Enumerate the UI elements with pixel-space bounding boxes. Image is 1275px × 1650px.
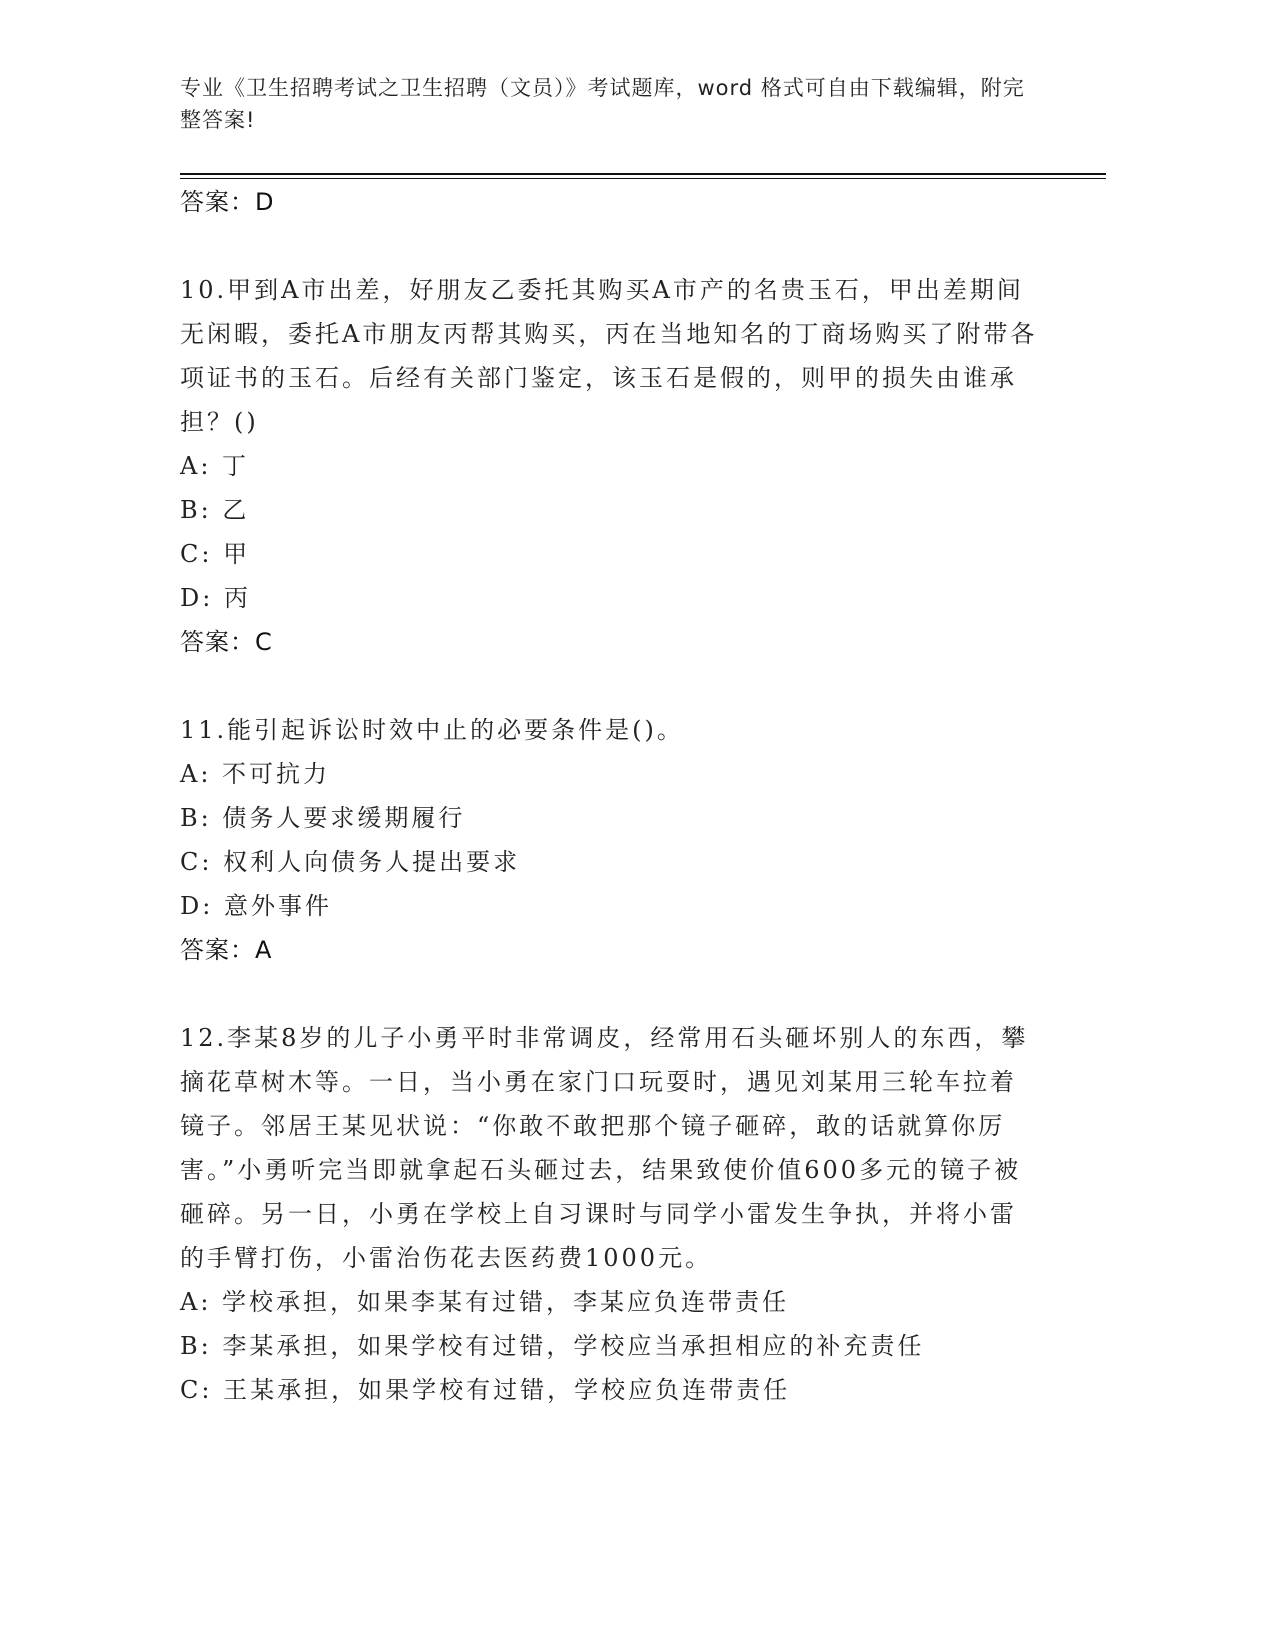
page-header: 专业《卫生招聘考试之卫生招聘（文员）》考试题库，word 格式可自由下载编辑，附完整答案! <box>180 76 1025 132</box>
option-c: C: 王某承担，如果学校有过错，学校应负连带责任 <box>180 1376 791 1404</box>
question-11 <box>180 708 1040 972</box>
option-d: D: 意外事件 <box>180 892 332 920</box>
option-b: B: 乙 <box>180 496 250 524</box>
question-stem: 11.能引起诉讼时效中止的必要条件是()。 <box>180 716 684 744</box>
spacer <box>180 972 1040 1016</box>
option-c: C: 甲 <box>180 540 251 568</box>
question-10 <box>180 268 1040 664</box>
previous-answer: 答案：D <box>180 188 275 216</box>
question-content <box>180 180 1040 1412</box>
header-divider-thin <box>180 178 1106 179</box>
option-a: A: 丁 <box>180 452 250 480</box>
option-c: C: 权利人向债务人提出要求 <box>180 848 521 876</box>
question-stem: 12.李某8岁的儿子小勇平时非常调皮，经常用石头砸坏别人的东西，攀摘花草树木等。一日，当小勇在家门口玩耍时，遇见刘某用三轮车拉着镜子。邻居王某见状说：“你敢不敢把那个镜子砸碎，敢的话就算你厉害。”小勇听完当即就拿起石头砸过去，结果致使价值600多元的镜子被砸碎。另一日，小勇在学校上自习课时与同学小雷发生争执，并将小雷的手臂打伤，小雷治伤花去医药费1000元。 <box>180 1024 1029 1272</box>
option-b: B: 李某承担，如果学校有过错，学校应当承担相应的补充责任 <box>180 1332 925 1360</box>
answer: 答案：A <box>180 936 273 964</box>
option-a: A: 学校承担，如果李某有过错，李某应负连带责任 <box>180 1288 790 1316</box>
header-divider-thick <box>180 173 1106 175</box>
spacer <box>180 664 1040 708</box>
option-d: D: 丙 <box>180 584 251 612</box>
question-12 <box>180 1016 1040 1412</box>
question-stem: 10.甲到A市出差，好朋友乙委托其购买A市产的名贵玉石，甲出差期间无闲暇，委托A市朋友丙帮其购买，丙在当地知名的丁商场购买了附带各项证书的玉石。后经有关部门鉴定，该玉石是假的，则甲的损失由谁承担？() <box>180 276 1038 436</box>
answer: 答案：C <box>180 628 273 656</box>
spacer <box>180 224 1040 268</box>
option-b: B: 债务人要求缓期履行 <box>180 804 466 832</box>
option-a: A: 不可抗力 <box>180 760 331 788</box>
